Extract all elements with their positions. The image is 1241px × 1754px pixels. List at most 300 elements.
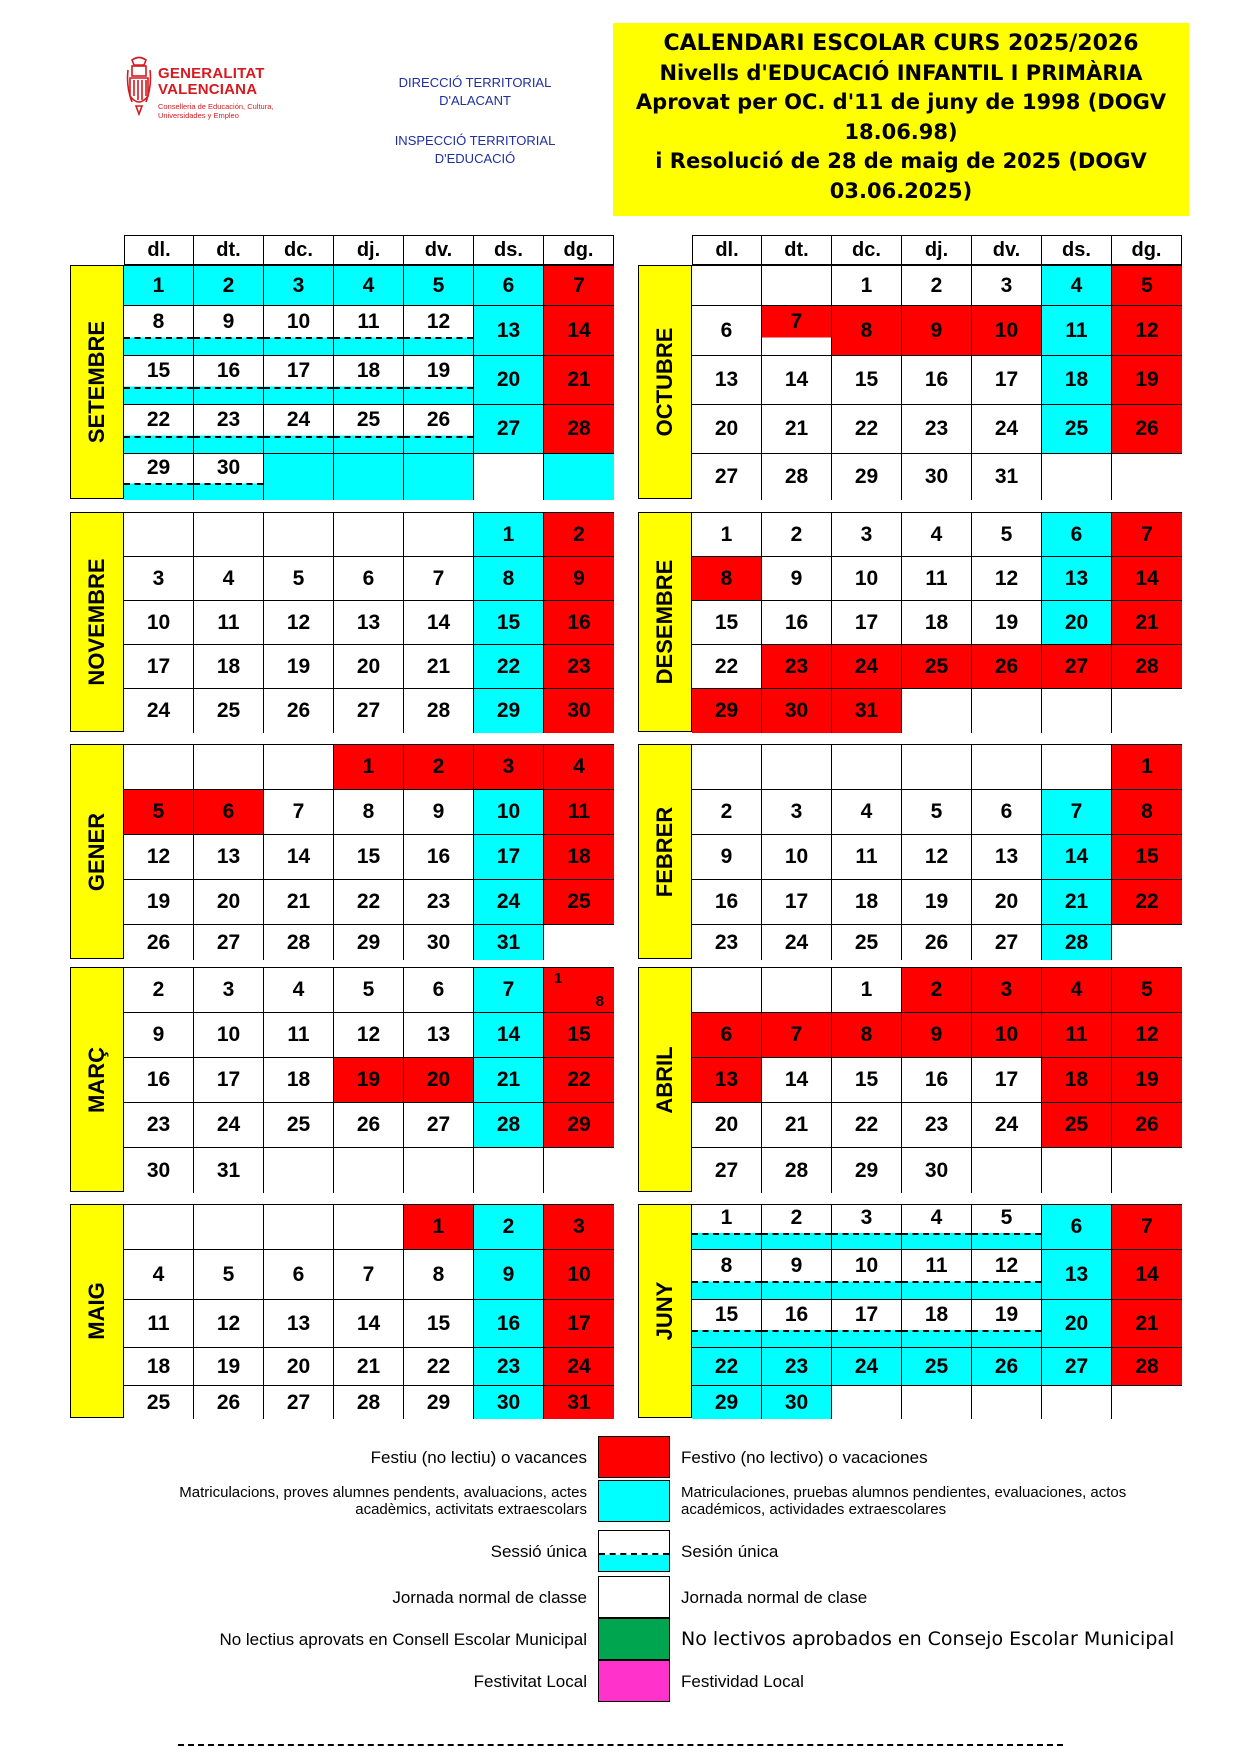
weekday-header: dc. (264, 235, 334, 265)
legend-label-spanish: Jornada normal de clase (681, 1588, 868, 1607)
day-number: 23 (146, 1113, 171, 1136)
day-number: 21 (426, 654, 451, 678)
day-cell (1112, 880, 1182, 925)
day-cell (692, 689, 762, 733)
day-cell (762, 645, 832, 689)
day-number: 29 (854, 1158, 879, 1182)
legend-row (0, 1660, 1241, 1702)
day-number: 6 (362, 566, 375, 590)
day-number: 10 (216, 1023, 241, 1046)
day-cell (902, 1103, 972, 1148)
day-number: 15 (714, 610, 739, 634)
day-cell (972, 645, 1042, 689)
day-cell (264, 1058, 334, 1103)
day-cell (544, 645, 614, 689)
day-cell (544, 880, 614, 925)
day-cell (544, 1103, 614, 1148)
day-cell (334, 356, 404, 405)
day-cell (124, 689, 194, 733)
month-name: JUNY (652, 1281, 677, 1341)
month-abril (638, 967, 1182, 1192)
day-number: 8 (860, 318, 873, 342)
day-number: 1 (152, 273, 165, 297)
day-number: 9 (790, 566, 803, 590)
day-number: 4 (930, 522, 943, 546)
day-cell (334, 925, 404, 960)
day-number: 24 (854, 654, 879, 678)
day-number: 14 (784, 1068, 809, 1091)
empty-day-cell (1112, 1148, 1182, 1193)
day-cell (404, 1103, 474, 1148)
month-label-bar (638, 265, 692, 499)
day-cell (972, 925, 1042, 960)
day-cell (902, 1148, 972, 1193)
day-number: 23 (924, 417, 949, 440)
day-number: 24 (784, 930, 809, 954)
day-cell (1042, 1058, 1112, 1103)
day-number: 26 (426, 408, 451, 431)
day-number: 17 (496, 845, 521, 868)
day-cell (194, 645, 264, 689)
day-cell (544, 790, 614, 835)
day-cell (124, 356, 194, 405)
day-cell (902, 925, 972, 960)
day-number: 9 (930, 318, 943, 342)
month-label-bar (70, 265, 124, 499)
day-cell (832, 925, 902, 960)
empty-day-cell (474, 1148, 544, 1193)
day-cell (972, 1205, 1042, 1250)
day-cell (762, 454, 832, 500)
empty-day-cell (1112, 1386, 1182, 1419)
day-number: 17 (784, 890, 809, 913)
day-number: 9 (432, 800, 445, 823)
day-number: 27 (426, 1113, 451, 1136)
day-number: 9 (573, 566, 585, 590)
day-number: 12 (994, 566, 1019, 590)
empty-day-cell (194, 745, 264, 790)
legend-label-spanish: Festivo (no lectivo) o vacaciones (681, 1448, 928, 1467)
legend-label-valencian: Festiu (no lectiu) o vacances (370, 1448, 587, 1467)
empty-day-cell (124, 745, 194, 790)
legend-swatch (598, 1480, 670, 1522)
day-cell (264, 1300, 334, 1348)
day-cell (832, 1250, 902, 1300)
day-number: 13 (1064, 1262, 1089, 1286)
day-number: 5 (930, 800, 943, 823)
day-number: 30 (496, 1390, 521, 1414)
month-label-bar (638, 512, 692, 732)
day-number: 25 (356, 408, 381, 431)
day-cell (1042, 968, 1112, 1013)
day-cell (1112, 557, 1182, 601)
day-number: 11 (855, 845, 878, 868)
legend-label-spanish: Sesión única (681, 1542, 779, 1561)
empty-day-cell (832, 745, 902, 790)
day-cell (832, 645, 902, 689)
empty-day-cell (972, 689, 1042, 733)
day-cell (264, 1103, 334, 1148)
month-novembre (70, 512, 614, 732)
day-number: 23 (784, 654, 809, 678)
day-cell (692, 1348, 762, 1386)
generalitat-logo (126, 56, 296, 130)
day-cell (1112, 1348, 1182, 1386)
day-cell (194, 790, 264, 835)
day-cell (1112, 645, 1182, 689)
day-cell (1112, 513, 1182, 557)
day-cell (902, 1013, 972, 1058)
day-number: 11 (1065, 318, 1088, 342)
legend-row (0, 1480, 1241, 1522)
day-number: 6 (502, 273, 515, 297)
day-number: 19 (924, 890, 949, 913)
day-number: 25 (854, 930, 879, 954)
day-number: 17 (216, 1068, 241, 1091)
day-number: 22 (567, 1068, 591, 1091)
day-cell (902, 645, 972, 689)
day-cell (264, 1250, 334, 1300)
empty-day-cell (474, 454, 544, 500)
day-cell (1112, 1300, 1182, 1348)
day-cell (692, 1300, 762, 1348)
day-number: 10 (496, 800, 521, 823)
month-març (70, 967, 614, 1192)
day-number: 16 (146, 1068, 171, 1091)
day-number: 26 (286, 699, 311, 722)
day-number: 10 (854, 566, 879, 590)
day-number: 8 (502, 566, 515, 590)
day-cell (762, 306, 832, 356)
legend-row (0, 1618, 1241, 1660)
empty-day-cell (1112, 454, 1182, 500)
day-cell (832, 1148, 902, 1193)
day-cell (264, 645, 334, 689)
day-number: 14 (1064, 845, 1089, 868)
day-number: 12 (146, 845, 171, 868)
day-number: 8 (432, 1262, 445, 1286)
empty-day-cell (972, 745, 1042, 790)
day-cell (194, 1300, 264, 1348)
day-number: 23 (567, 654, 591, 678)
day-number: 22 (146, 408, 171, 431)
day-cell (404, 306, 474, 356)
day-cell (124, 1250, 194, 1300)
day-cell (404, 689, 474, 733)
day-cell (194, 557, 264, 601)
day-cell (762, 1148, 832, 1193)
day-number: 20 (1064, 1311, 1089, 1335)
day-number: 16 (784, 610, 809, 634)
day-number: 6 (1000, 800, 1013, 823)
day-number: 19 (1135, 1068, 1159, 1091)
day-cell (832, 689, 902, 733)
day-number: 31 (496, 930, 521, 954)
day-cell (404, 745, 474, 790)
day-cell (692, 1148, 762, 1193)
day-number: 17 (994, 368, 1019, 391)
day-cell (474, 1250, 544, 1300)
day-number: 8 (720, 1253, 733, 1277)
logo-title-line: GENERALITAT (158, 65, 265, 82)
day-number: 24 (146, 699, 171, 722)
day-cell (972, 1250, 1042, 1300)
day-number: 16 (216, 359, 241, 382)
day-number: 16 (496, 1311, 521, 1335)
day-cell (474, 1348, 544, 1386)
day-number: 18 (567, 845, 591, 868)
day-number: 24 (994, 1113, 1019, 1136)
day-cell (972, 1300, 1042, 1348)
day-number: 2 (930, 978, 943, 1001)
day-number: 6 (222, 800, 235, 823)
legend-swatch (598, 1618, 670, 1660)
day-number: 17 (567, 1311, 591, 1335)
day-number: 7 (790, 1023, 803, 1046)
day-number: 17 (994, 1068, 1019, 1091)
day-number: 14 (286, 845, 311, 868)
day-number: 5 (1000, 1206, 1013, 1229)
day-cell (474, 1013, 544, 1058)
day-cell (1112, 968, 1182, 1013)
empty-day-cell (334, 513, 404, 557)
day-cell (902, 1250, 972, 1300)
day-number: 18 (356, 359, 381, 382)
day-number: 3 (222, 978, 235, 1001)
day-cell (902, 405, 972, 454)
day-cell (334, 880, 404, 925)
day-cell (902, 1300, 972, 1348)
month-octubre (638, 265, 1182, 499)
day-number: 18 (286, 1068, 311, 1091)
day-number: 18 (146, 1354, 171, 1378)
direction-line: D'ALACANT (439, 93, 511, 108)
empty-day-cell (544, 454, 614, 500)
day-cell (404, 1013, 474, 1058)
day-number: 24 (994, 417, 1019, 440)
title-line: Nivells d'EDUCACIÓ INFANTIL I PRIMÀRIA (659, 60, 1143, 85)
legend-label-valencian: No lectius aprovats en Consell Escolar Municipal (219, 1630, 587, 1649)
legend-row (0, 1436, 1241, 1478)
day-number: 5 (222, 1262, 235, 1286)
day-cell (264, 925, 334, 960)
day-number: 15 (714, 1302, 739, 1326)
day-cell (334, 790, 404, 835)
day-number: 20 (426, 1068, 451, 1091)
day-cell (692, 356, 762, 405)
day-cell (124, 880, 194, 925)
day-number: 25 (1064, 417, 1089, 440)
day-number: 31 (216, 1158, 241, 1182)
weekday-header: dl. (692, 235, 762, 265)
day-cell (902, 1205, 972, 1250)
day-number: 4 (573, 755, 585, 778)
day-cell (762, 513, 832, 557)
day-cell (404, 266, 474, 306)
day-cell (474, 1058, 544, 1103)
legend-row (0, 1576, 1241, 1618)
day-cell (334, 306, 404, 356)
day-cell (762, 790, 832, 835)
day-cell (474, 356, 544, 405)
day-number: 20 (994, 890, 1019, 913)
day-number: 5 (432, 273, 445, 297)
day-cell (124, 645, 194, 689)
legend-label-spanish: No lectivos aprobados en Consejo Escolar Municipal (681, 1628, 1175, 1650)
empty-day-cell (762, 968, 832, 1013)
day-cell (832, 454, 902, 500)
day-cell (1042, 266, 1112, 306)
empty-day-cell (692, 968, 762, 1013)
day-cell (692, 925, 762, 960)
logo-subtitle-line: Conselleria de Educación, Cultura, (158, 102, 274, 111)
day-number: 6 (720, 318, 733, 342)
day-number: 1 (432, 1215, 445, 1238)
title-line: i Resolució de 28 de maig de 2025 (DOGV (655, 149, 1147, 173)
day-number: 29 (714, 1390, 739, 1414)
month-desembre (638, 512, 1182, 732)
day-cell (194, 306, 264, 356)
day-cell (544, 1058, 614, 1103)
day-number: 21 (1135, 1311, 1159, 1335)
day-number: 27 (356, 699, 381, 722)
day-cell (124, 1148, 194, 1193)
day-number: 6 (432, 978, 445, 1001)
day-number: 27 (714, 1158, 739, 1182)
day-number: 29 (356, 930, 381, 954)
day-number: 7 (502, 978, 515, 1001)
day-number: 8 (720, 566, 733, 590)
day-cell (692, 1250, 762, 1300)
day-number: 4 (362, 273, 375, 297)
day-number: 3 (1000, 273, 1013, 297)
day-number: 19 (1135, 368, 1159, 391)
day-cell (1042, 925, 1112, 960)
empty-day-cell (1042, 1148, 1112, 1193)
legend-label-valencian: Festivitat Local (473, 1672, 587, 1691)
title-line: Aprovat per OC. d'11 de juny de 1998 (DOGV (635, 90, 1167, 114)
day-cell (972, 454, 1042, 500)
day-number: 30 (426, 930, 451, 954)
day-number: 1 (1141, 755, 1153, 778)
empty-day-cell (264, 513, 334, 557)
day-number: 14 (567, 318, 591, 342)
day-number: 11 (217, 610, 240, 634)
day-cell (124, 1103, 194, 1148)
day-number: 19 (994, 610, 1019, 634)
day-cell (832, 601, 902, 645)
day-cell (334, 405, 404, 454)
empty-day-cell (832, 1386, 902, 1419)
day-cell (404, 601, 474, 645)
day-cell (544, 356, 614, 405)
day-number: 23 (714, 930, 739, 954)
empty-day-cell (692, 266, 762, 306)
day-number: 11 (287, 1023, 310, 1046)
day-cell (1042, 1348, 1112, 1386)
day-cell (544, 306, 614, 356)
month-grid (124, 1204, 614, 1418)
day-number: 5 (362, 978, 375, 1001)
day-number: 28 (496, 1113, 521, 1136)
day-number: 3 (292, 273, 305, 297)
day-cell (404, 835, 474, 880)
day-number: 3 (1000, 978, 1013, 1001)
empty-day-cell (902, 745, 972, 790)
day-number: 10 (286, 309, 311, 333)
day-number: 19 (146, 890, 171, 913)
weekday-header: dj. (902, 235, 972, 265)
day-number: 21 (286, 890, 311, 913)
day-cell (972, 968, 1042, 1013)
day-cell (544, 1250, 614, 1300)
empty-day-cell (194, 1205, 264, 1250)
day-cell (124, 405, 194, 454)
day-cell (474, 790, 544, 835)
day-cell (832, 306, 902, 356)
day-cell (124, 306, 194, 356)
empty-day-cell (264, 1205, 334, 1250)
day-number: 8 (152, 309, 165, 333)
day-number: 15 (356, 845, 381, 868)
day-cell (264, 1386, 334, 1419)
day-number: 3 (573, 1215, 585, 1238)
day-cell (544, 1205, 614, 1250)
day-cell (972, 306, 1042, 356)
day-number: 17 (854, 1302, 879, 1326)
day-number: 13 (496, 318, 521, 342)
day-number: 28 (567, 417, 591, 440)
day-cell (1112, 306, 1182, 356)
empty-day-cell (1042, 454, 1112, 500)
day-number: 15 (496, 610, 521, 634)
day-cell (404, 356, 474, 405)
day-number: 1 (502, 522, 515, 546)
day-number: 12 (1135, 1023, 1159, 1046)
month-name: DESEMBRE (652, 559, 677, 685)
day-cell (474, 880, 544, 925)
dashed-line-icon (599, 1553, 669, 1555)
day-cell (1112, 1013, 1182, 1058)
day-number: 9 (502, 1262, 515, 1286)
empty-day-cell (404, 513, 474, 557)
day-cell (194, 925, 264, 960)
day-number: 11 (925, 1253, 948, 1277)
day-cell (264, 689, 334, 733)
day-number: 28 (1135, 1354, 1159, 1378)
day-cell (762, 925, 832, 960)
weekday-header: dt. (194, 235, 264, 265)
day-number: 18 (854, 890, 879, 913)
day-cell (124, 1300, 194, 1348)
weekday-header: dg. (1112, 235, 1182, 265)
day-number: 14 (784, 368, 809, 391)
day-cell (762, 1103, 832, 1148)
day-cell (404, 645, 474, 689)
day-number: 12 (356, 1023, 381, 1046)
month-febrer (638, 744, 1182, 959)
day-cell (1042, 513, 1112, 557)
month-maig (70, 1204, 614, 1418)
day-number: 9 (720, 845, 733, 868)
day-cell (902, 880, 972, 925)
day-cell (544, 1386, 614, 1419)
day-cell (404, 557, 474, 601)
legend-row (0, 1530, 1241, 1572)
day-number: 28 (784, 1158, 809, 1182)
day-number: 12 (426, 309, 451, 333)
day-number: 13 (216, 845, 241, 868)
